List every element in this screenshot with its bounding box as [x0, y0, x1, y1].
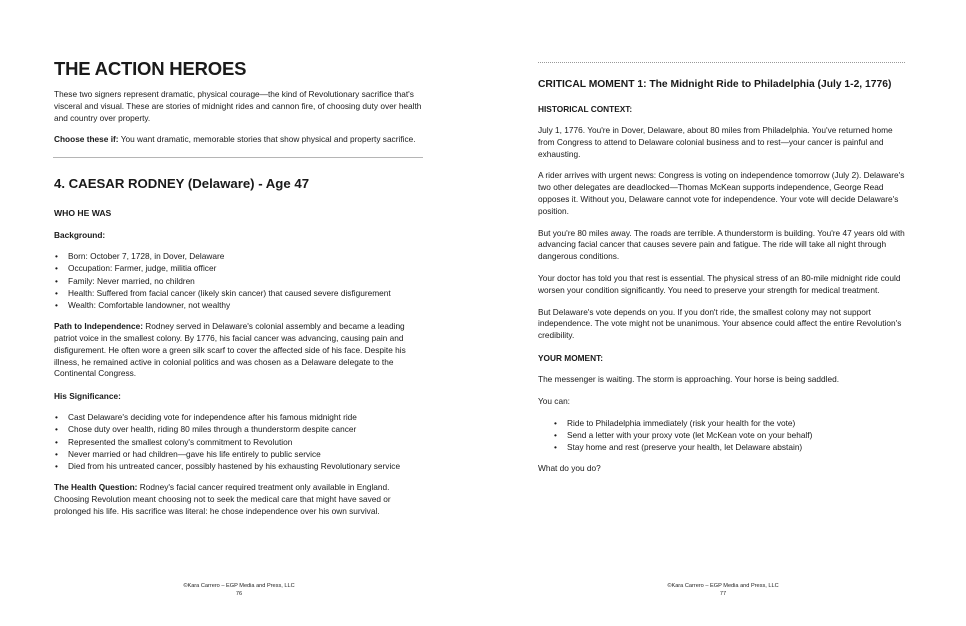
context-paragraph: But Delaware's vote depends on you. If you don't ride, the smallest colony may not support independence. The vote might not be unanimous. Your absence could affect the entire Revolution's credibility.	[538, 306, 902, 341]
path-paragraph	[54, 321, 426, 380]
list-item: • Represented the smallest colony's commitment to Revolution	[68, 437, 426, 449]
moment-paragraph: The messenger is waiting. The storm is approaching. Your horse is being saddled.	[538, 373, 840, 384]
context-paragraph: Your doctor has told you that rest is essential. The physical stress of an 80-mile midnight ride could worsen your condition significantly. You need to preserve your strength for medical treatment.	[538, 272, 901, 295]
choose-text: You want dramatic, memorable stories that show physical and property sacrifice.	[118, 134, 416, 145]
question-text: What do you do?	[538, 462, 601, 473]
list-item: • Cast Delaware's deciding vote for independence after his famous midnight ride	[68, 412, 426, 424]
context-paragraph: But you're 80 miles away. The roads are terrible. A thunderstorm is building. You're 47 years old with advancing facial cancer that causes severe pain and fatigue. The ride will take all night through dangerous conditions.	[538, 227, 905, 262]
page-number: 76	[235, 590, 243, 597]
top-divider	[538, 62, 905, 63]
right-page	[483, 0, 966, 626]
footer-copyright: ©Kara Carrero – EGP Media and Press, LLC	[183, 583, 295, 589]
choose-paragraph	[54, 134, 426, 146]
list-item: • Occupation: Farmer, judge, militia officer	[68, 263, 426, 275]
list-item: • Died from his untreated cancer, possibly hastened by his exhausting Revolutionary service	[68, 461, 426, 473]
context-heading: HISTORICAL CONTEXT:	[538, 104, 633, 114]
choose-label: Choose these if:	[54, 134, 119, 145]
who-heading: WHO HE WAS	[54, 208, 112, 219]
context-paragraph: July 1, 1776. You're in Dover, Delaware, about 80 miles from Philadelphia. You've returned home from Congress to attend to Delaware colonial business and to rest—your cancer is painful and exhausting.	[538, 125, 893, 159]
critical-moment-title: CRITICAL MOMENT 1: The Midnight Ride to Philadelphia (July 1-2, 1776)	[538, 79, 892, 90]
health-text: Rodney's facial cancer required treatment only available in England. Choosing Revolution meant choosing not to seek the medical care that might have saved or prolonged his life. His sacrifice was literal: he chose independence over his own survival.	[54, 482, 391, 516]
list-item: • Never married or had children—gave his life entirely to public service	[68, 449, 426, 461]
health-paragraph	[54, 482, 426, 517]
list-item: • Health: Suffered from facial cancer (likely skin cancer) that caused severe disfigurement	[68, 288, 426, 300]
page-footer	[0, 583, 478, 598]
significance-list	[54, 412, 426, 473]
left-page-content	[54, 58, 426, 528]
background-list	[54, 251, 426, 312]
page-number: 77	[719, 590, 727, 597]
footer-copyright: ©Kara Carrero – EGP Media and Press, LLC	[667, 583, 779, 589]
path-text: Rodney served in Delaware's colonial assembly and became a leading patriot voice in the smallest colony. By 1776, his facial cancer was advancing, causing pain and disfigurement. He often wore a green silk scarf to cover the affected side of his face. Despite his illness, he remained active in colonial politics and was chosen as a Delaware delegate to the Continental Congress.	[54, 321, 406, 379]
context-paragraph: A rider arrives with urgent news: Congress is voting on independence tomorrow (July 2). Delaware's two other delegates are deadlocked—Thomas McKean supports independence, George Read opposes it. Without you, Delaware cannot vote for independence. Your vote will decide Delaware's position.	[538, 170, 905, 216]
list-item: • Ride to Philadelphia immediately (risk your health for the vote)	[567, 418, 910, 430]
list-item: • Born: October 7, 1728, in Dover, Delaware	[68, 251, 426, 263]
path-label: Path to Independence:	[54, 321, 143, 332]
page-title: THE ACTION HEROES	[54, 58, 247, 79]
list-item: • Wealth: Comfortable landowner, not wealthy	[68, 300, 426, 312]
right-page-content	[538, 62, 910, 485]
list-item: • Stay home and rest (preserve your health, let Delaware abstain)	[567, 442, 910, 454]
intro-paragraph: These two signers represent dramatic, physical courage—the kind of Revolutionary sacrifice that's visceral and visual. These are stories of midnight rides and cannon fire, of choosing duty over health and country over property.	[54, 89, 422, 123]
list-item: • Send a letter with your proxy vote (let McKean vote on your behalf)	[567, 430, 910, 442]
list-item: • Chose duty over health, riding 80 miles through a thunderstorm despite cancer	[68, 424, 426, 436]
background-heading: Background:	[54, 230, 106, 241]
you-can-label: You can:	[538, 395, 570, 406]
significance-heading: His Significance:	[54, 391, 121, 402]
options-list	[538, 418, 910, 454]
moment-heading: YOUR MOMENT:	[538, 352, 603, 363]
page-footer	[483, 583, 963, 598]
health-label: The Health Question:	[54, 482, 138, 493]
section-divider	[53, 157, 423, 158]
section-title: 4. CAESAR RODNEY (Delaware) - Age 47	[54, 176, 310, 192]
list-item: • Family: Never married, no children	[68, 276, 426, 288]
